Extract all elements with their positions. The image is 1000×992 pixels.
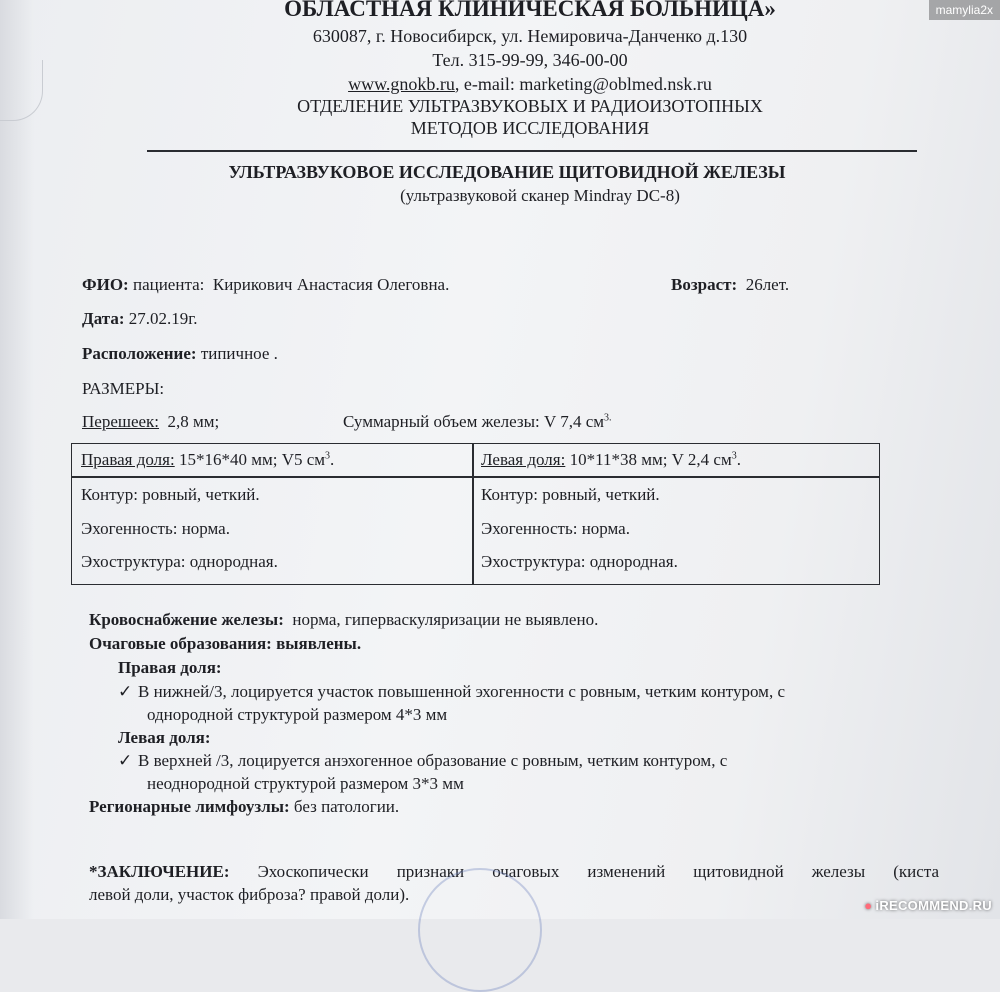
blood-supply-value: норма, гиперваскуляризации не выявлено. [292, 610, 599, 629]
brand-watermark [864, 898, 992, 913]
exam-date-label: Дата: [82, 309, 125, 328]
lymph-nodes-label: Регионарные лимфоузлы: [89, 797, 290, 816]
sizes-heading: РАЗМЕРЫ: [82, 379, 165, 398]
location-value: типичное . [200, 344, 278, 363]
hospital-name: ОБЛАСТНАЯ КЛИНИЧЕСКАЯ БОЛЬНИЦА» [284, 0, 776, 21]
right-lobe-finding-line2: однородной структурой размером 4*3 мм [147, 705, 448, 724]
left-contour: Контур: ровный, четкий. [481, 485, 660, 504]
isthmus-row [82, 412, 219, 432]
patient-age-row [671, 275, 789, 295]
left-lobe-finding-line1 [118, 751, 727, 771]
website-link[interactable]: www.gnokb.ru [348, 74, 455, 94]
left-lobe-end: . [736, 450, 741, 469]
exam-date-row [82, 309, 198, 329]
right-lobe-findings-heading: Правая доля: [118, 658, 222, 677]
lymph-nodes-row [89, 797, 399, 817]
right-lobe-header [81, 450, 334, 470]
patient-age-value: 26лет. [745, 275, 790, 294]
patient-name-label: ФИО: [82, 275, 129, 294]
header-divider [147, 150, 917, 152]
blood-supply-row [89, 610, 598, 630]
location-label: Расположение: [82, 344, 197, 363]
patient-age-label: Возраст: [671, 275, 738, 294]
left-lobe-header [481, 450, 741, 470]
focal-findings-heading: Очаговые образования: выявлены. [89, 634, 362, 653]
username-watermark: mamylia2x [929, 0, 1000, 20]
table-divider-vertical [472, 444, 474, 584]
page-shadow [0, 0, 34, 919]
blood-supply-label: Кровоснабжение железы: [89, 610, 284, 629]
left-echogenicity: Эхогенность: норма. [481, 519, 630, 538]
left-lobe-findings-heading: Левая доля: [118, 728, 211, 747]
right-lobe-label: Правая доля: [81, 450, 175, 469]
brand-name: iRECOMMEND.RU [875, 898, 992, 913]
hospital-contacts [348, 74, 712, 95]
report-title: УЛЬТРАЗВУКОВОЕ ИССЛЕДОВАНИЕ ЩИТОВИДНОЙ ЖЕЛЕЗЫ [228, 162, 786, 182]
conclusion-label: *ЗАКЛЮЧЕНИЕ: [89, 862, 230, 881]
right-contour: Контур: ровный, четкий. [81, 485, 260, 504]
right-lobe-value: 15*16*40 мм; V5 см [178, 450, 326, 469]
hospital-address: 630087, г. Новосибирск, ул. Немировича-Данченко д.130 [312, 26, 748, 46]
isthmus-value: 2,8 мм; [167, 412, 220, 431]
exam-date-value: 27.02.19г. [128, 309, 198, 328]
total-volume-sup: 3. [604, 412, 612, 424]
isthmus-label: Перешеек: [82, 412, 160, 431]
department-line2: МЕТОДОВ ИССЛЕДОВАНИЯ [410, 118, 650, 138]
right-echostructure: Эхоструктура: однородная. [81, 552, 278, 571]
left-lobe-finding-text1: В верхней /3, лоцируется анэхогенное образование с ровным, четким контуром, с [138, 751, 728, 770]
total-volume [343, 412, 612, 432]
brand-logo-icon: ● [864, 898, 873, 913]
hospital-phones: Тел. 315-99-99, 346-00-00 [432, 50, 628, 70]
lobes-table [71, 443, 880, 585]
right-echogenicity: Эхогенность: норма. [81, 519, 230, 538]
left-echostructure: Эхоструктура: однородная. [481, 552, 678, 571]
location-row [82, 344, 278, 364]
left-lobe-value: 10*11*38 мм; V 2,4 см [569, 450, 732, 469]
patient-name-value: Кирикович Анастасия Олеговна. [212, 275, 450, 294]
table-divider-horizontal [72, 476, 879, 478]
report-subtitle: (ультразвуковой сканер Mindray DC-8) [400, 186, 680, 205]
right-lobe-finding-line1 [118, 682, 785, 702]
left-lobe-finding-line2: неоднородной структурой размером 3*3 мм [147, 774, 464, 793]
right-lobe-finding-text1: В нижней/3, лоцируется участок повышенной эхогенности с ровным, четким контуром, с [138, 682, 785, 701]
patient-name-label-rest: пациента: [132, 275, 205, 294]
lymph-nodes-value: без патологии. [293, 797, 400, 816]
conclusion-line2: левой доли, участок фиброза? правой доли). [89, 885, 410, 904]
patient-name-row [82, 275, 449, 295]
department-line1: ОТДЕЛЕНИЕ УЛЬТРАЗВУКОВЫХ И РАДИОИЗОТОПНЫХ [297, 96, 763, 116]
check-icon: ✓ [118, 682, 133, 701]
conclusion-text1: Эхоскопически признаки очаговых изменений щитовидной железы (киста [257, 862, 940, 881]
left-lobe-sup: 3 [731, 450, 737, 462]
check-icon: ✓ [118, 751, 133, 770]
left-lobe-label: Левая доля: [481, 450, 566, 469]
email-text: , e-mail: marketing@oblmed.nsk.ru [454, 74, 712, 94]
right-lobe-end: . [330, 450, 335, 469]
right-lobe-sup: 3 [325, 450, 331, 462]
stamp-mark [418, 868, 542, 992]
total-volume-text: Суммарный объем железы: V 7,4 см [343, 412, 605, 431]
